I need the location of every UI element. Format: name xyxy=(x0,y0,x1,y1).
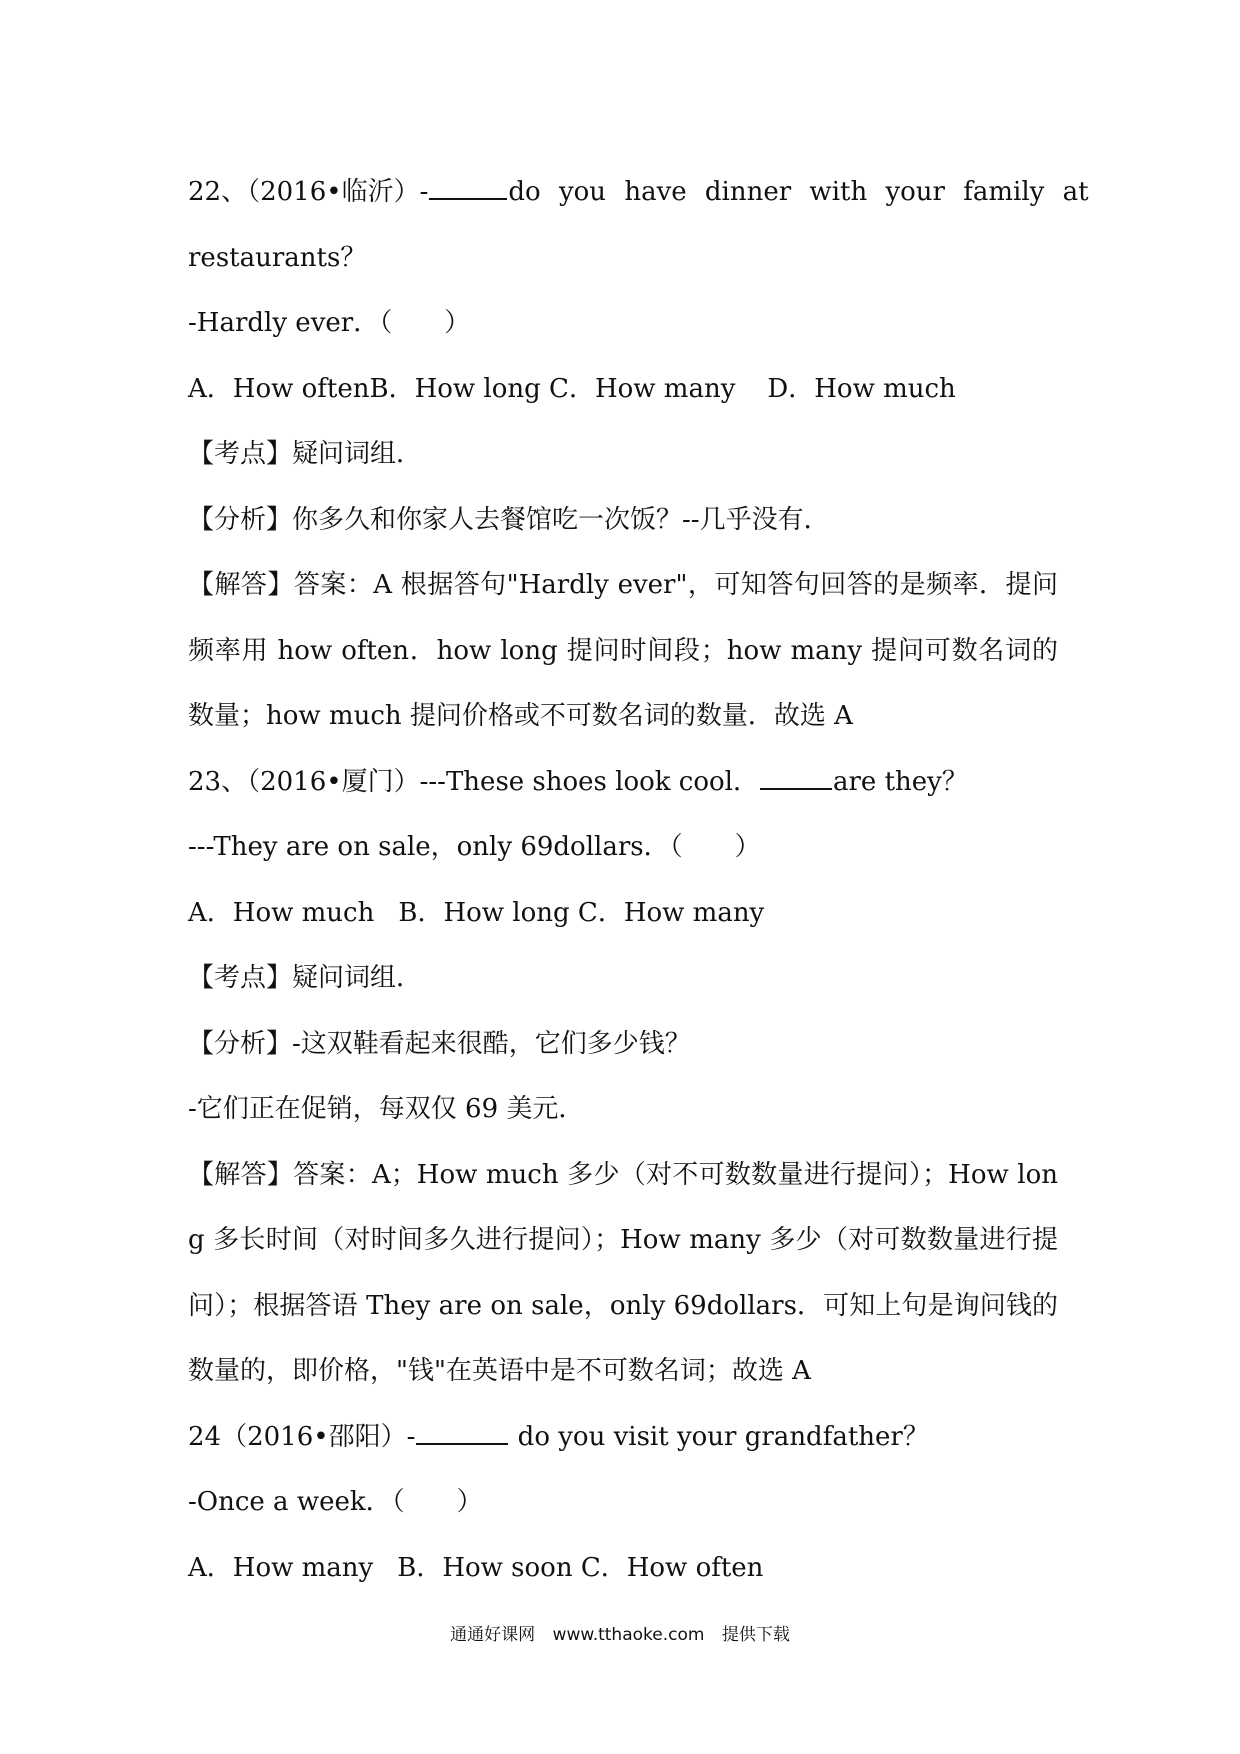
footer-site-name: 通通好课网 xyxy=(450,1625,536,1645)
question-reply: ---They are on sale，only 69dollars．（ ） xyxy=(188,832,761,862)
kaodian-section: 【考点】疑问词组． xyxy=(188,439,423,469)
question-prompt xyxy=(188,750,1058,816)
option-group: A．How oftenB．How long C．How many xyxy=(188,373,736,404)
question-number: 23、 xyxy=(188,766,248,797)
question-prompt-continuation: restaurants？ xyxy=(188,242,367,273)
fenxi-section: 【分析】-这双鞋看起来很酷，它们多少钱？ xyxy=(188,1028,691,1059)
question-22 xyxy=(188,160,1089,750)
answer-blank xyxy=(416,1421,508,1445)
answer-options xyxy=(188,1536,1058,1602)
answer-blank xyxy=(760,766,832,790)
question-source: （2016•临沂） xyxy=(247,177,420,207)
question-prompt-before: - xyxy=(406,1421,416,1452)
question-reply: -Hardly ever．（ ） xyxy=(188,308,471,338)
jieda-section: 【解答】答案：A；How much 多少（对不可数数量进行提问）；How long 多长时间（对时间多久进行提问）；How many 多少（对可数数量进行提问）；根据答语 They are on sale，only 69dollars．可知上句是询问钱的数量的，即价格，"钱"在英语中是不可数名词；故选 A xyxy=(188,1159,1058,1386)
question-source: （2016•邵阳） xyxy=(221,1421,407,1452)
jieda-section: 【解答】答案：A 根据答句"Hardly ever"，可知答句回答的是频率．提问频率用 how often．how long 提问时间段；how many 提问可数名词的数量；how much 提问价格或不可数名词的数量．故选 A xyxy=(188,570,1058,731)
question-prompt-after: do you have dinner with your family at xyxy=(508,177,1089,207)
option-group: B．How long C．How many xyxy=(398,897,765,928)
option-group: B．How soon C．How often xyxy=(397,1552,764,1583)
question-prompt xyxy=(188,1405,1058,1471)
document-content xyxy=(188,160,1089,1601)
answer-blank xyxy=(429,176,507,200)
question-number: 24 xyxy=(188,1421,222,1452)
question-prompt-after: are they？ xyxy=(833,766,968,797)
fenxi-continuation: -它们正在促销，每双仅 69 美元． xyxy=(188,1094,585,1124)
question-source: （2016•厦门） xyxy=(247,766,420,797)
option-a: A．How many xyxy=(188,1552,374,1583)
question-prompt-before: ---These shoes look cool． xyxy=(419,766,759,797)
option-a: A．How much xyxy=(188,897,375,928)
footer-url[interactable]: www.tthaoke.com xyxy=(552,1625,705,1645)
question-24 xyxy=(188,1405,1058,1602)
question-number: 22、 xyxy=(188,177,248,207)
question-prompt-before: - xyxy=(419,177,429,207)
question-reply: -Once a week．（ ） xyxy=(188,1487,483,1517)
answer-options xyxy=(188,881,1058,947)
question-prompt-after: do you visit your grandfather？ xyxy=(509,1421,929,1452)
answer-options xyxy=(188,357,1058,423)
footer-tagline: 提供下载 xyxy=(721,1625,790,1645)
page-footer xyxy=(0,1620,1240,1645)
option-d: D．How much xyxy=(767,373,956,404)
question-23 xyxy=(188,750,1058,1405)
kaodian-section: 【考点】疑问词组． xyxy=(188,963,423,993)
question-prompt xyxy=(188,160,1089,226)
fenxi-section: 【分析】你多久和你家人去餐馆吃一次饭？--几乎没有． xyxy=(188,504,830,535)
